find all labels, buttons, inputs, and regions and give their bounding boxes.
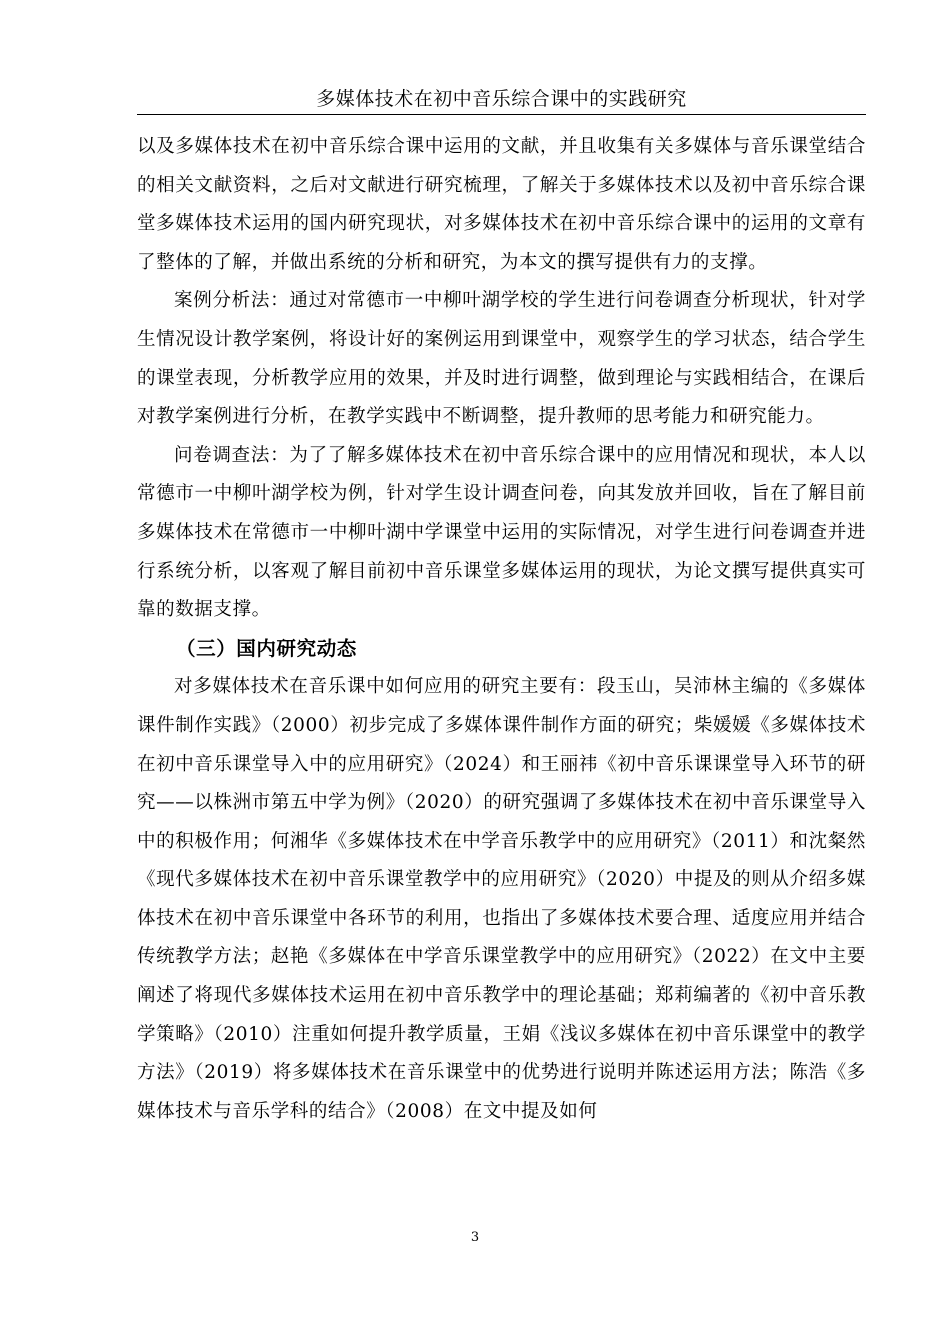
running-header: 多媒体技术在初中音乐综合课中的实践研究 (316, 88, 687, 110)
section-heading: （三）国内研究动态 (176, 636, 357, 660)
paragraph-literature-continued: 以及多媒体技术在初中音乐综合课中运用的文献，并且收集有关多媒体与音乐课堂结合的相关文献资料，之后对文献进行研究梳理，了解关于多媒体技术以及初中音乐综合课堂多媒体技术运用的国内研究现状，对多媒体技术在初中音乐综合课中的运用的文章有了整体的了解，并做出系统的分析和研究，为本文的撰写提供有力的支撑。 (137, 136, 866, 273)
paragraph-questionnaire: 问卷调查法：为了了解多媒体技术在初中音乐综合课中的应用情况和现状，本人以常德市一中柳叶湖学校为例，针对学生设计调查问卷，向其发放并回收，旨在了解目前多媒体技术在常德市一中柳叶湖中学课堂中运用的实际情况，对学生进行问卷调查并进行系统分析，以客观了解目前初中音乐课堂多媒体运用的现状，为论文撰写提供真实可靠的数据支撑。 (137, 444, 866, 621)
paragraph-case-analysis: 案例分析法：通过对常德市一中柳叶湖学校的学生进行问卷调查分析现状，针对学生情况设计教学案例，将设计好的案例运用到课堂中，观察学生的学习状态，结合学生的课堂表现，分析教学应用的效果，并及时进行调整，做到理论与实践相结合，在课后对教学案例进行分析，在教学实践中不断调整，提升教师的思考能力和研究能力。 (137, 290, 866, 428)
header-rule (137, 114, 866, 115)
paragraph-domestic-research: 对多媒体技术在音乐课中如何应用的研究主要有：段玉山，吴沛林主编的《多媒体课件制作实践》（2000）初步完成了多媒体课件制作方面的研究；柴媛媛《多媒体技术在初中音乐课堂导入中的应用研究》（2024）和王丽祎《初中音乐课课堂导入环节的研究——以株洲市第五中学为例》（2020）的研究强调了多媒体技术在初中音乐课堂导入中的积极作用；何湘华《多媒体技术在中学音乐教学中的应用研究》（2011）和沈粲然《现代多媒体技术在初中音乐课堂教学中的应用研究》（2020）中提及的则从介绍多媒体技术在初中音乐课堂中各环节的利用，也指出了多媒体技术要合理、适度应用并结合传统教学方法；赵艳《多媒体在中学音乐课堂教学中的应用研究》（2022）在文中主要阐述了将现代多媒体技术运用在初中音乐教学中的理论基础；郑莉编著的《初中音乐教学策略》（2010）注重如何提升教学质量，王娟《浅议多媒体在初中音乐课堂中的教学方法》（2019）将多媒体技术在音乐课堂中的优势进行说明并陈述运用方法；陈浩《多媒体技术与音乐学科的结合》（2008）在文中提及如何 (137, 676, 866, 1122)
page-number: 3 (470, 1230, 480, 1245)
document-body (137, 128, 866, 1131)
